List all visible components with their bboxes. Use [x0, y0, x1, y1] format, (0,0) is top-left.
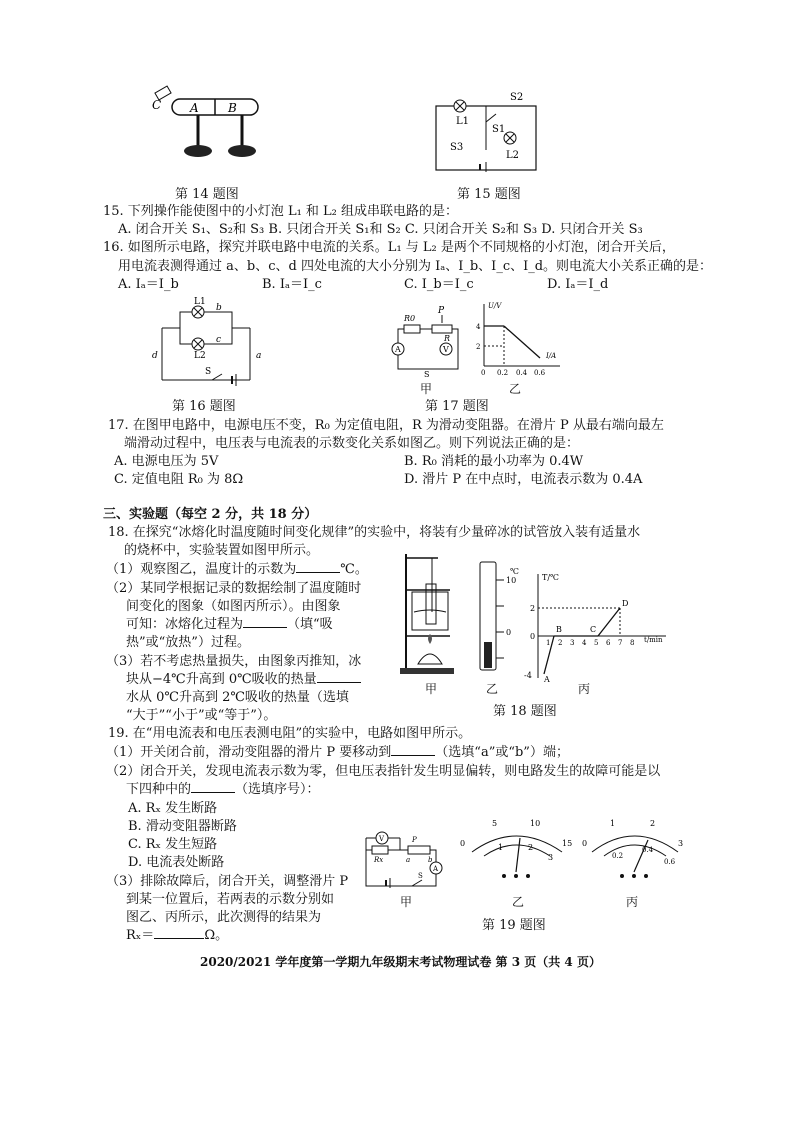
q16-option-a: A. Iₐ＝I_b: [118, 277, 179, 292]
fig17-ytick-4: 4: [476, 323, 481, 331]
page-footer: 2020/2021 学年度第一学期九年级期末考试物理试卷 第 3 页（共 4 页）: [200, 955, 601, 969]
fig18-label-yi: 乙: [486, 682, 499, 696]
fig16-label-a: a: [256, 351, 262, 361]
fig19-volt-0: 0: [460, 839, 466, 848]
fig15-diagram: [430, 88, 550, 180]
fig16-label-c: c: [216, 335, 222, 345]
fig18-graph-xtick-8: 8: [630, 639, 635, 647]
fig19-volt-1: 1: [498, 843, 504, 852]
q17-stem-1: 17. 在图甲电路中，电源电压不变，R₀ 为定值电阻，R 为滑动变阻器。在滑片 P 从最右端向最左: [108, 418, 664, 433]
fig19-circuit: [360, 830, 450, 892]
fig19-amp-3: 3: [678, 839, 684, 848]
fig18-graph-xtick-1: 1: [546, 639, 551, 647]
fig18-graph-xtick-7: 7: [618, 639, 623, 647]
q19-part-1-tail: （选填“a”或“b”）端；: [435, 745, 569, 760]
q17-option-c: C. 定值电阻 R₀ 为 8Ω: [114, 472, 244, 487]
fig17-label-jia: 甲: [420, 382, 433, 396]
q15-options: A. 闭合开关 S₁、S₂和 S₃ B. 只闭合开关 S₁和 S₂ C. 只闭合开关 S₂和 S₃ D. 只闭合开关 S₃: [118, 222, 643, 237]
fig19-volt-10: 10: [530, 819, 541, 828]
fig19-label-ammeter: A: [433, 865, 439, 873]
fig17-graph: [474, 300, 564, 380]
fig18-graph-xtick-2: 2: [558, 639, 563, 647]
fig18-graph-xlabel: t/min: [644, 636, 663, 644]
fig19-label-jia: 甲: [400, 895, 413, 909]
fig18-caption: 第 18 题图: [493, 704, 557, 719]
fig19-amp-2: 2: [650, 819, 656, 828]
q19-part-1-text: （1）开关闭合前，滑动变阻器的滑片 P 要移动到: [106, 745, 392, 760]
q18-part-2d: 热”或“放热”）过程。: [126, 635, 250, 650]
fig16-label-l1: L1: [194, 297, 206, 307]
q19-stem: 19. 在“用电流表和电压表测电阻”的实验中，电路如图甲所示。: [108, 726, 472, 741]
fig19-amp-1: 1: [610, 819, 616, 828]
fig17-label-r: R: [444, 334, 451, 343]
fig18-thermo-unit: ℃: [510, 567, 519, 576]
q18-blank-1[interactable]: [296, 560, 340, 573]
q16-option-d: D. Iₐ＝I_d: [547, 277, 609, 292]
fig18-graph-xtick-5: 5: [594, 639, 599, 647]
fig19-label-bing: 丙: [626, 895, 639, 909]
q19-part-2b-text: 下四种中的: [126, 782, 192, 797]
fig16-label-l2: L2: [194, 351, 206, 361]
q18-part-3b: [126, 668, 361, 687]
fig16-label-d: d: [152, 351, 158, 361]
fig18-label-jia: 甲: [425, 682, 438, 696]
q19-part-3a: （3）排除故障后，闭合开关，调整滑片 P: [106, 874, 349, 889]
fig19-amp-06: 0.6: [664, 858, 676, 866]
fig17-label-p: P: [438, 306, 445, 316]
q19-blank-3[interactable]: [154, 926, 204, 939]
fig17-xtick-06: 0.6: [534, 369, 546, 377]
q17-option-b: B. R₀ 消耗的最小功率为 0.4W: [404, 454, 584, 469]
q19-option-a: A. Rₓ 发生断路: [128, 801, 218, 816]
fig19-caption: 第 19 题图: [482, 918, 546, 933]
fig14-label-b: B: [228, 101, 237, 115]
q18-part-3c: 水从 0℃升高到 2℃吸收的热量（选填: [126, 690, 349, 705]
fig16-label-s: S: [205, 367, 212, 377]
q19-part-1: [106, 741, 569, 760]
fig18-graph-ylabel: T/℃: [542, 573, 559, 582]
fig19-label-p: P: [412, 836, 417, 844]
fig18-graph-xtick-6: 6: [606, 639, 611, 647]
q16-stem-1: 16. 如图所示电路，探究并联电路中电流的关系。L₁ 与 L₂ 是两个不同规格的小灯泡，闭合开关后，: [103, 240, 675, 255]
fig19-voltmeter-dial: [458, 812, 578, 890]
q17-option-a: A. 电源电压为 5V: [114, 454, 219, 469]
q16-stem-2: 用电流表测得通过 a、b、c、d 四处电流的大小分别为 Iₐ、I_b、I_c、I_d。则电流大小关系正确的是：: [118, 259, 713, 274]
fig18-graph-ytick-0: 0: [530, 632, 536, 641]
q18-part-2a: （2）某同学根据记录的数据绘制了温度随时: [106, 581, 362, 596]
q19-part-2b-tail: （选填序号）：: [235, 782, 320, 797]
fig19-ammeter-dial: [582, 812, 692, 890]
fig18-thermometer: [474, 560, 524, 675]
fig17-graph-xlabel: I/A: [546, 352, 557, 360]
fig19-label-v: V: [379, 835, 385, 843]
q19-option-b: B. 滑动变阻器断路: [128, 819, 237, 834]
fig19-label-yi: 乙: [512, 895, 525, 909]
q19-option-d: D. 电流表处断路: [128, 855, 225, 870]
fig18-point-c: C: [590, 625, 597, 634]
q18-part-3b-text: 块从−4℃升高到 0℃吸收的热量: [126, 672, 317, 687]
q18-part-1-unit: ℃。: [340, 562, 368, 577]
fig14-caption: 第 14 题图: [175, 187, 239, 202]
fig19-volt-3: 3: [548, 853, 554, 862]
fig15-label-l2: L2: [506, 150, 520, 161]
fig15-caption: 第 15 题图: [457, 187, 521, 202]
fig18-point-d: D: [622, 599, 629, 608]
q19-part-3b: 到某一位置后，若两表的示数分别如: [126, 892, 335, 907]
fig19-volt-2: 2: [528, 843, 534, 852]
q18-part-2c: [126, 613, 333, 632]
q18-part-1-text: （1）观察图乙，温度计的示数为: [106, 562, 297, 577]
q19-part-3c: 图乙、丙所示，此次测得的结果为: [126, 910, 322, 925]
q19-blank-1[interactable]: [391, 743, 435, 756]
fig15-label-l1: L1: [456, 116, 470, 127]
fig18-graph-xtick-4: 4: [582, 639, 587, 647]
fig18-point-b: B: [556, 625, 562, 634]
fig14-diagram: [150, 85, 280, 165]
q18-blank-2[interactable]: [243, 615, 287, 628]
q19-option-c: C. Rₓ 发生短路: [128, 837, 218, 852]
q18-part-1: [106, 558, 368, 577]
q19-blank-2[interactable]: [191, 780, 235, 793]
fig15-label-s2: S2: [510, 92, 524, 103]
fig17-caption: 第 17 题图: [425, 399, 489, 414]
fig19-label-s: S: [418, 872, 423, 880]
fig19-volt-15: 15: [562, 839, 573, 848]
fig19-label-b-end: b: [428, 856, 433, 864]
q18-part-2c-tail: （填“吸: [287, 617, 333, 632]
fig15-label-s3: S3: [450, 142, 464, 153]
q16-option-b: B. Iₐ＝I_c: [262, 277, 322, 292]
section3-heading: 三、实验题（每空 2 分，共 18 分）: [103, 507, 318, 522]
fig17-xtick-02: 0.2: [497, 369, 509, 377]
fig17-circuit: [388, 305, 468, 377]
q18-part-3d: “大于”“小于”或“等于”）。: [126, 708, 277, 723]
fig19-label-a-end: a: [406, 856, 411, 864]
fig18-thermo-tick-0: 0: [506, 628, 512, 637]
fig14-label-c: C: [152, 98, 162, 112]
q18-blank-3[interactable]: [317, 670, 361, 683]
fig15-label-s1: S1: [492, 124, 506, 135]
fig18-point-a: A: [544, 675, 550, 684]
q19-part-3d-text: Rₓ＝: [126, 928, 155, 943]
fig16-caption: 第 16 题图: [172, 399, 236, 414]
fig17-xtick-04: 0.4: [516, 369, 528, 377]
fig18-graph-ytick-neg4: -4: [524, 671, 532, 680]
fig17-label-yi: 乙: [509, 382, 522, 396]
fig17-ytick-2: 2: [476, 343, 481, 351]
q18-part-2b: 间变化的图象（如图丙所示）。由图象: [126, 599, 341, 614]
fig17-label-ammeter: A: [395, 345, 401, 354]
fig19-amp-02: 0.2: [612, 852, 624, 860]
fig17-label-r0: R0: [404, 314, 416, 323]
q19-part-3d-unit: Ω。: [204, 928, 229, 943]
fig17-graph-ylabel: U/V: [488, 302, 502, 310]
q17-option-d: D. 滑片 P 在中点时，电流表示数为 0.4A: [404, 472, 643, 487]
q18-part-3a: （3）若不考虑热量损失，由图象丙推知，冰: [106, 654, 362, 669]
q19-part-3d: [126, 924, 228, 943]
fig18-graph: [524, 570, 670, 684]
fig18-graph-xtick-3: 3: [570, 639, 575, 647]
fig19-amp-0: 0: [582, 839, 588, 848]
q19-part-2a: （2）闭合开关，发现电流表示数为零，但电压表指针发生明显偏转，则电路发生的故障可能是以: [106, 764, 661, 779]
fig17-label-voltmeter: V: [443, 345, 449, 354]
q19-part-2b: [126, 778, 320, 797]
fig19-label-rx: Rx: [374, 856, 384, 864]
fig17-xtick-0: 0: [481, 369, 486, 377]
q18-stem-1: 18. 在探究“冰熔化时温度随时间变化规律”的实验中，将装有少量碎冰的试管放入装有适量水: [108, 525, 641, 540]
fig19-volt-5: 5: [492, 819, 498, 828]
fig18-graph-ytick-2: 2: [530, 604, 536, 613]
q18-stem-2: 的烧杯中，实验装置如图甲所示。: [124, 543, 320, 558]
q18-part-2c-text: 可知：冰熔化过程为: [126, 617, 244, 632]
fig16-diagram: [150, 298, 270, 388]
fig16-label-b: b: [216, 303, 222, 313]
q16-option-c: C. I_b＝I_c: [404, 277, 474, 292]
fig19-amp-04: 0.4: [642, 846, 654, 854]
fig17-label-s: S: [424, 370, 430, 379]
q17-stem-2: 端滑动过程中，电压表与电流表的示数变化关系如图乙。则下列说法正确的是：: [124, 436, 580, 451]
fig18-thermo-tick-10: 10: [506, 576, 517, 585]
q15-stem: 15. 下列操作能使图中的小灯泡 L₁ 和 L₂ 组成串联电路的是：: [103, 204, 459, 219]
fig14-label-a: A: [190, 101, 199, 115]
fig18-apparatus: [392, 552, 462, 677]
fig18-label-bing: 丙: [578, 682, 591, 696]
